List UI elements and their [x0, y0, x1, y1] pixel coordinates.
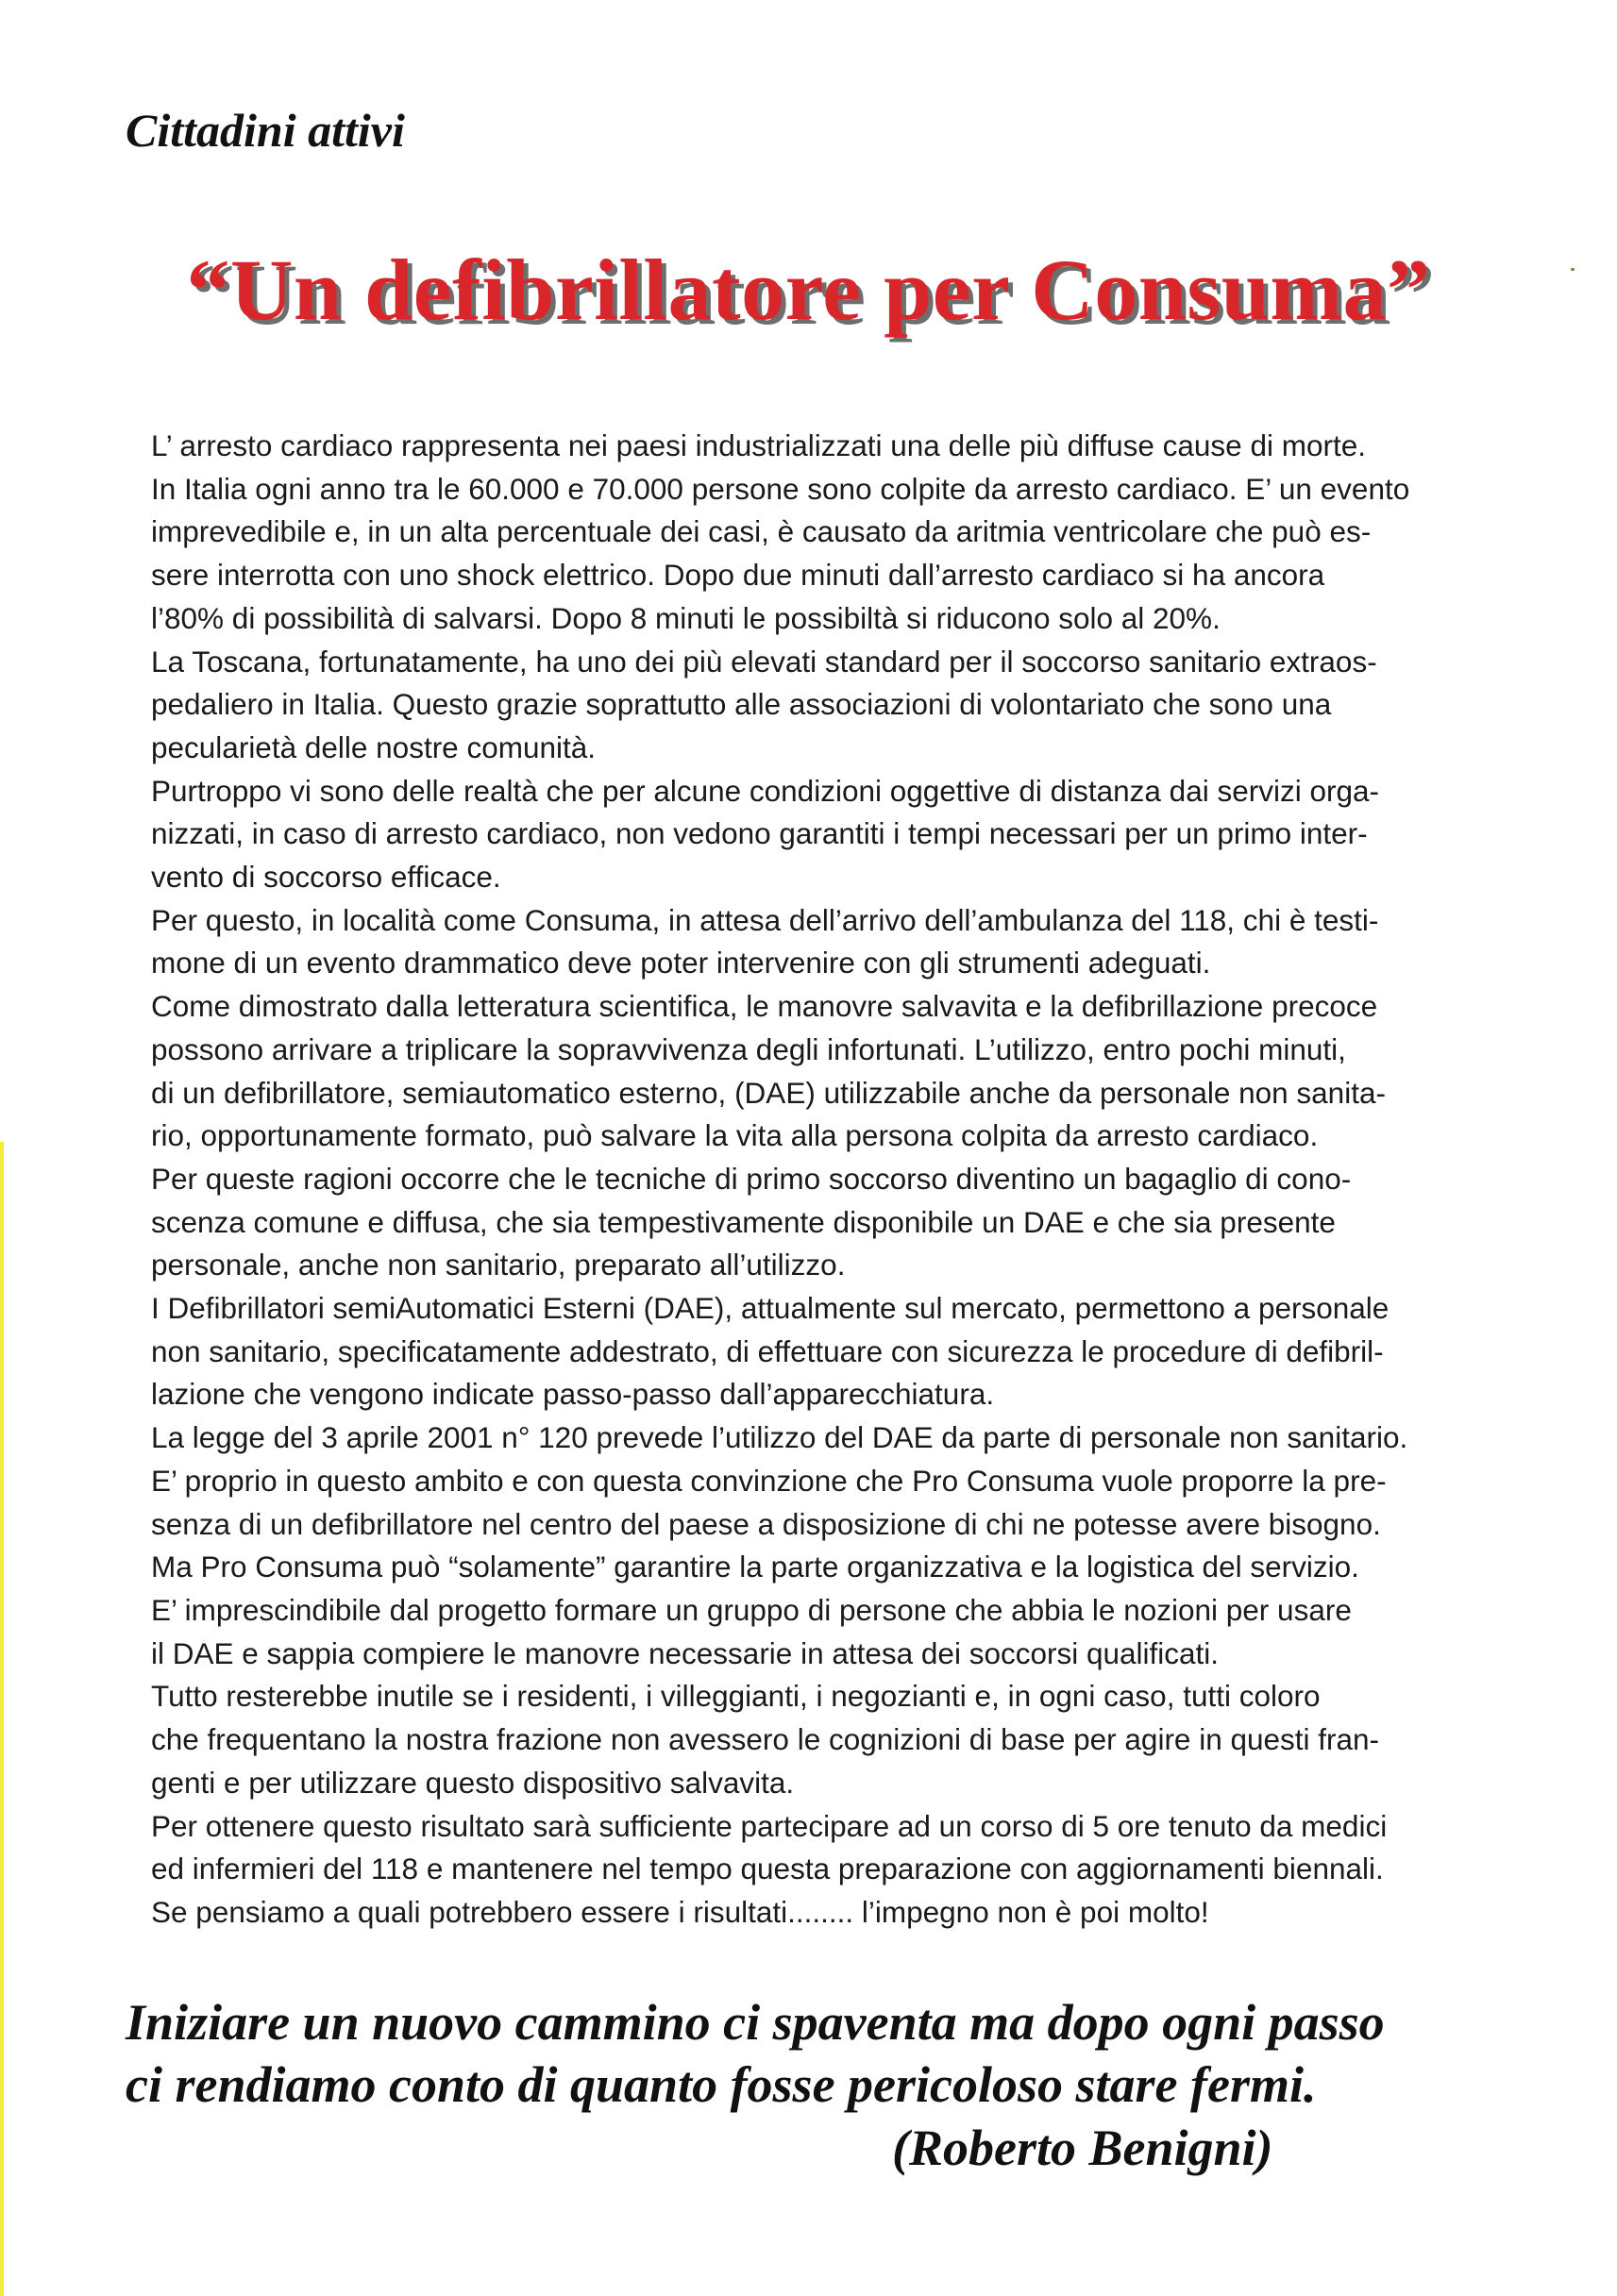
quote-author: (Roberto Benigni) — [892, 2120, 1273, 2176]
paragraph: I Defibrillatori semiAutomatici Esterni (DAE), attualmente sul mercato, permettono a personale non sanitario, specificatamente addestrato, di effettuare con sicurezza le procedure di defibril- lazione che vengono indicate passo-passo dall’apparecchiatura. — [151, 1291, 1390, 1412]
quote-line-2: ci rendiamo conto di quanto fosse pericoloso stare fermi. — [126, 2056, 1317, 2113]
paragraph: La legge del 3 aprile 2001 n° 120 prevede l’utilizzo del DAE da parte di personale non sanitario. — [151, 1420, 1408, 1455]
page-title: “Un defibrillatore per Consuma” — [186, 242, 1431, 338]
paragraph: La Toscana, fortunatamente, ha uno dei più elevati standard per il soccorso sanitario extraos- pedaliero in Italia. Questo grazie soprattutto alle associazioni di volontariato che sono una pecularietà delle nostre comunità. — [151, 644, 1377, 764]
paragraph: E’ proprio in questo ambito e con questa convinzione che Pro Consuma vuole proporre la pre- senza di un defibrillatore nel centro del paese a disposizione di chi ne potesse avere bisogno. — [151, 1463, 1387, 1541]
paragraph: Per questo, in località come Consuma, in attesa dell’arrivo dell’ambulanza del 118, chi è testi- mone di un evento drammatico deve poter intervenire con gli strumenti adeguati. — [151, 902, 1379, 980]
paragraph: L’ arresto cardiaco rappresenta nei paesi industrializzati una delle più diffuse cause di morte. In Italia ogni anno tra le 60.000 e 70.000 persone sono colpite da arresto cardiaco. E’ un evento imprevedibile e, in un alta percentuale dei casi, è causato da aritmia ventricolare che può es- sere interrotta con uno shock elettrico. Dopo due minuti dall’arresto cardiaco si ha ancora l’80% di possibilità di salvarsi. Dopo 8 minuti le possibiltà si riducono solo al 20%. — [151, 428, 1410, 635]
paragraph: Per queste ragioni occorre che le tecniche di primo soccorso diventino un bagaglio di cono- scenza comune e diffusa, che sia tempestivamente disponibile un DAE e che sia presente personale, anche non sanitario, preparato all’utilizzo. — [151, 1161, 1352, 1282]
paragraph: Tutto resterebbe inutile se i residenti, i villeggianti, i negozianti e, in ogni caso, tutti coloro che frequentano la nostra frazione non avessero le cognizioni di base per agire in questi fran- genti e per utilizzare questo dispositivo salvavita. — [151, 1679, 1380, 1800]
paragraph: Se pensiamo a quali potrebbero essere i risultati........ l’impegno non è poi molto! — [151, 1894, 1209, 1929]
article-body — [151, 425, 1463, 1935]
closing-quote — [126, 1991, 1560, 2116]
paragraph: E’ imprescindibile dal progetto formare un gruppo di persone che abbia le nozioni per usare il DAE e sappia compiere le manovre necessarie in attesa dei soccorsi qualificati. — [151, 1592, 1352, 1670]
paragraph: Purtroppo vi sono delle realtà che per alcune condizioni oggettive di distanza dai servizi orga- nizzati, in caso di arresto cardiaco, non vedono garantiti i tempi necessari per un primo inter- vento di soccorso efficace. — [151, 773, 1380, 895]
paragraph: Ma Pro Consuma può “solamente” garantire la parte organizzativa e la logistica del servizio. — [151, 1550, 1359, 1584]
left-edge-color-bar — [0, 1142, 4, 2296]
paragraph: Come dimostrato dalla letteratura scientifica, le manovre salvavita e la defibrillazione precoce possono arrivare a triplicare la sopravvivenza degli infortunati. L’utilizzo, entro pochi minuti, di un defibrillatore, semiautomatico esterno, (DAE) utilizzabile anche da personale non sanita- rio, opportunamente formato, può salvare la vita alla persona colpita da arresto cardiaco. — [151, 989, 1386, 1153]
section-kicker: Cittadini attivi — [126, 104, 405, 157]
paragraph: Per ottenere questo risultato sarà sufficiente partecipare ad un corso di 5 ore tenuto da medici ed infermieri del 118 e mantenere nel tempo questa preparazione con aggiornamenti biennali. — [151, 1808, 1388, 1886]
quote-line-1: Iniziare un nuovo cammino ci spaventa ma dopo ogni passo — [126, 1994, 1385, 2051]
